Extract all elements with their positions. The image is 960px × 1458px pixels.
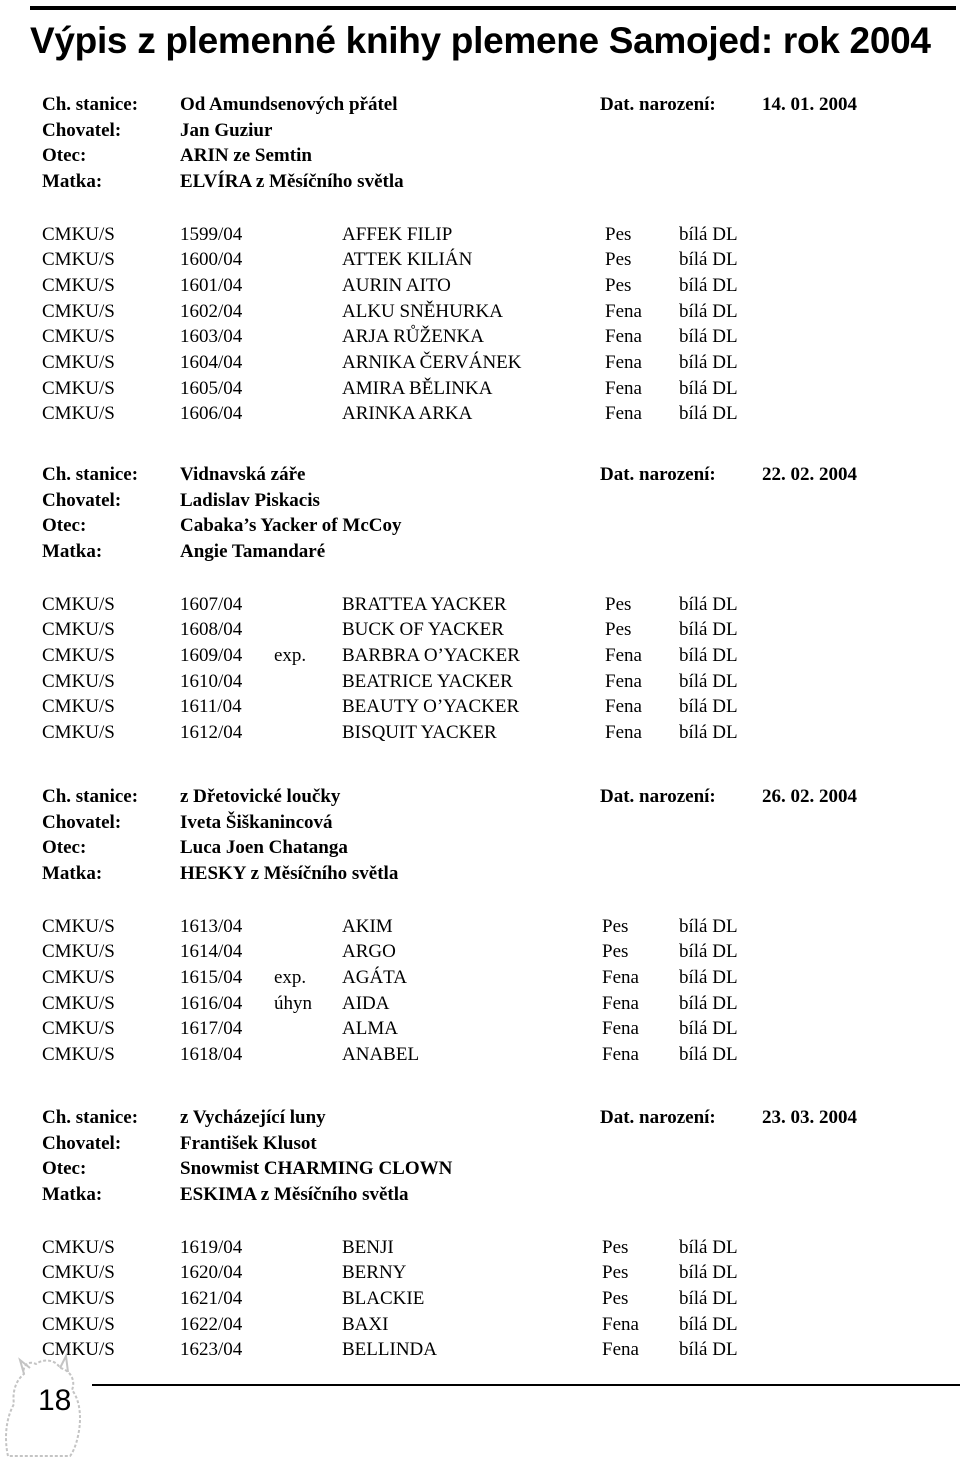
dam-label: Matka: <box>42 1184 103 1206</box>
puppy-note: exp. <box>274 644 307 666</box>
puppy-sex: Fena <box>605 352 642 373</box>
puppy-color: bílá DL <box>679 352 738 373</box>
puppy-name: BEAUTY O’YACKER <box>342 696 520 718</box>
puppy-number: 1611/04 <box>180 696 242 718</box>
puppy-registry: CMKU/S <box>42 1262 115 1284</box>
station-label: Ch. stanice: <box>42 1107 139 1128</box>
dob-value: 23. 03. 2004 <box>762 1107 857 1128</box>
dam-label: Matka: <box>42 541 103 563</box>
page-title: Výpis z plemenné knihy plemene Samojed: rok 2004 <box>30 20 931 61</box>
puppy-registry: CMKU/S <box>42 670 115 692</box>
puppy-number: 1605/04 <box>180 377 243 399</box>
puppy-color: bílá DL <box>679 249 738 271</box>
puppy-color: bílá DL <box>679 1236 738 1258</box>
puppy-registry: CMKU/S <box>42 300 115 322</box>
puppy-registry: CMKU/S <box>42 1018 115 1040</box>
puppy-sex: Pes <box>602 915 629 937</box>
puppy-registry: CMKU/S <box>42 1287 115 1309</box>
puppy-sex: Fena <box>605 644 642 666</box>
puppy-number: 1608/04 <box>180 619 243 641</box>
puppy-sex: Pes <box>602 1236 629 1258</box>
puppy-number: 1613/04 <box>180 915 243 937</box>
puppy-registry: CMKU/S <box>42 992 115 1014</box>
puppy-name: AGÁTA <box>342 966 407 988</box>
puppy-name: BARBRA O’YACKER <box>342 644 520 666</box>
puppy-registry: CMKU/S <box>42 326 115 348</box>
puppy-number: 1607/04 <box>180 593 243 615</box>
puppy-color: bílá DL <box>679 274 738 296</box>
station-label: Ch. stanice: <box>42 786 139 807</box>
puppy-name: AMIRA BĚLINKA <box>342 377 493 399</box>
puppy-sex: Fena <box>605 300 642 322</box>
puppy-name: ARNIKA ČERVÁNEK <box>342 352 522 373</box>
breeder-label: Chovatel: <box>42 811 122 833</box>
puppy-registry: CMKU/S <box>42 249 115 271</box>
puppy-registry: CMKU/S <box>42 223 115 245</box>
puppy-name: BRATTEA YACKER <box>342 593 507 615</box>
puppy-number: 1619/04 <box>180 1236 243 1258</box>
puppy-sex: Pes <box>605 619 632 641</box>
dam-label: Matka: <box>42 863 103 885</box>
puppy-registry: CMKU/S <box>42 1313 115 1335</box>
breeder-name: František Klusot <box>180 1132 317 1154</box>
dob-value: 14. 01. 2004 <box>762 94 857 115</box>
puppy-name: AKIM <box>342 915 393 937</box>
puppy-sex: Fena <box>602 1044 639 1065</box>
puppy-number: 1601/04 <box>180 274 243 296</box>
puppy-color: bílá DL <box>679 696 738 718</box>
puppy-name: ARJA RŮŽENKA <box>342 326 484 348</box>
puppy-color: bílá DL <box>679 722 738 743</box>
page-number: 18 <box>38 1384 72 1417</box>
puppy-registry: CMKU/S <box>42 1044 115 1065</box>
puppy-name: AURIN AITO <box>342 274 451 296</box>
puppy-sex: Fena <box>602 1313 639 1335</box>
puppy-name: ARGO <box>342 941 396 963</box>
dob-label: Dat. narození: <box>600 94 716 115</box>
station-label: Ch. stanice: <box>42 464 139 485</box>
puppy-note: exp. <box>274 966 307 988</box>
puppy-color: bílá DL <box>679 941 738 963</box>
sire-name: ARIN ze Semtin <box>180 145 312 167</box>
puppy-color: bílá DL <box>679 326 738 348</box>
station-name: z Vycházející luny <box>180 1107 326 1128</box>
puppy-number: 1620/04 <box>180 1262 243 1284</box>
puppy-sex: Pes <box>602 1262 629 1284</box>
puppy-sex: Fena <box>605 722 642 743</box>
breeder-label: Chovatel: <box>42 119 122 141</box>
puppy-color: bílá DL <box>679 992 738 1014</box>
puppy-name: BAXI <box>342 1313 389 1335</box>
puppy-number: 1615/04 <box>180 966 243 988</box>
puppy-name: BELLINDA <box>342 1339 437 1361</box>
puppy-registry: CMKU/S <box>42 722 115 743</box>
puppy-color: bílá DL <box>679 1262 738 1284</box>
dam-label: Matka: <box>42 171 103 193</box>
puppy-number: 1621/04 <box>180 1287 243 1309</box>
sire-name: Snowmist CHARMING CLOWN <box>180 1158 453 1180</box>
puppy-name: BLACKIE <box>342 1287 425 1309</box>
puppy-number: 1622/04 <box>180 1313 243 1335</box>
top-rule <box>30 6 956 10</box>
puppy-registry: CMKU/S <box>42 1236 115 1258</box>
puppy-sex: Fena <box>605 696 642 718</box>
dam-name: ESKIMA z Měsíčního světla <box>180 1184 409 1206</box>
puppy-color: bílá DL <box>679 1044 738 1065</box>
puppy-number: 1610/04 <box>180 670 243 692</box>
puppy-sex: Pes <box>602 1287 629 1309</box>
puppy-name: ALKU SNĚHURKA <box>342 300 503 322</box>
puppy-name: AFFEK FILIP <box>342 223 453 245</box>
puppy-sex: Fena <box>602 992 639 1014</box>
breeder-name: Iveta Šiškanincová <box>180 811 333 833</box>
puppy-number: 1599/04 <box>180 223 243 245</box>
puppy-registry: CMKU/S <box>42 644 115 666</box>
breeder-name: Ladislav Piskacis <box>180 489 320 511</box>
puppy-color: bílá DL <box>679 644 738 666</box>
breeder-label: Chovatel: <box>42 1132 122 1154</box>
dob-label: Dat. narození: <box>600 464 716 485</box>
dob-value: 22. 02. 2004 <box>762 464 857 485</box>
puppy-registry: CMKU/S <box>42 941 115 963</box>
puppy-registry: CMKU/S <box>42 403 115 425</box>
puppy-color: bílá DL <box>679 915 738 937</box>
puppy-color: bílá DL <box>679 593 738 615</box>
puppy-name: BEATRICE YACKER <box>342 670 513 692</box>
puppy-name: BUCK OF YACKER <box>342 619 504 641</box>
puppy-sex: Pes <box>605 274 632 296</box>
puppy-color: bílá DL <box>679 223 738 245</box>
dob-value: 26. 02. 2004 <box>762 786 857 807</box>
puppy-registry: CMKU/S <box>42 274 115 296</box>
sire-label: Otec: <box>42 1158 87 1180</box>
puppy-number: 1602/04 <box>180 300 243 322</box>
puppy-number: 1604/04 <box>180 352 243 373</box>
puppy-sex: Fena <box>605 377 642 399</box>
puppy-registry: CMKU/S <box>42 619 115 641</box>
dob-label: Dat. narození: <box>600 786 716 807</box>
station-name: Od Amundsenových přátel <box>180 94 398 115</box>
breeder-label: Chovatel: <box>42 489 122 511</box>
sire-name: Luca Joen Chatanga <box>180 837 348 859</box>
puppy-sex: Pes <box>602 941 629 963</box>
puppy-name: ALMA <box>342 1018 398 1040</box>
puppy-color: bílá DL <box>679 966 738 988</box>
puppy-number: 1614/04 <box>180 941 243 963</box>
puppy-sex: Pes <box>605 223 632 245</box>
puppy-sex: Fena <box>602 1018 639 1040</box>
puppy-sex: Fena <box>605 403 642 425</box>
puppy-sex: Pes <box>605 249 632 271</box>
puppy-name: ANABEL <box>342 1044 420 1065</box>
station-name: z Dřetovické loučky <box>180 786 341 807</box>
puppy-color: bílá DL <box>679 670 738 692</box>
station-name: Vidnavská záře <box>180 464 306 485</box>
dam-name: ELVÍRA z Měsíčního světla <box>180 171 404 193</box>
sire-label: Otec: <box>42 837 87 859</box>
puppy-name: BERNY <box>342 1262 407 1284</box>
puppy-name: BISQUIT YACKER <box>342 722 497 743</box>
puppy-name: ARINKA ARKA <box>342 403 473 425</box>
puppy-number: 1623/04 <box>180 1339 243 1361</box>
puppy-number: 1616/04 <box>180 992 243 1014</box>
puppy-registry: CMKU/S <box>42 966 115 988</box>
puppy-number: 1609/04 <box>180 644 243 666</box>
puppy-number: 1603/04 <box>180 326 243 348</box>
puppy-number: 1606/04 <box>180 403 243 425</box>
puppy-number: 1600/04 <box>180 249 243 271</box>
puppy-number: 1612/04 <box>180 722 243 743</box>
sire-name: Cabaka’s Yacker of McCoy <box>180 515 402 537</box>
puppy-note: úhyn <box>274 992 312 1014</box>
puppy-sex: Fena <box>602 966 639 988</box>
dam-name: HESKY z Měsíčního světla <box>180 863 399 885</box>
puppy-color: bílá DL <box>679 1339 738 1361</box>
puppy-registry: CMKU/S <box>42 1339 115 1361</box>
puppy-registry: CMKU/S <box>42 352 115 373</box>
puppy-name: AIDA <box>342 992 390 1014</box>
puppy-color: bílá DL <box>679 619 738 641</box>
puppy-sex: Pes <box>605 593 632 615</box>
puppy-color: bílá DL <box>679 1287 738 1309</box>
bottom-rule <box>92 1384 960 1386</box>
puppy-sex: Fena <box>602 1339 639 1361</box>
breeder-name: Jan Guziur <box>180 119 273 141</box>
sire-label: Otec: <box>42 145 87 167</box>
puppy-registry: CMKU/S <box>42 915 115 937</box>
puppy-color: bílá DL <box>679 1313 738 1335</box>
puppy-registry: CMKU/S <box>42 377 115 399</box>
puppy-registry: CMKU/S <box>42 696 115 718</box>
puppy-number: 1618/04 <box>180 1044 243 1065</box>
puppy-number: 1617/04 <box>180 1018 243 1040</box>
station-label: Ch. stanice: <box>42 94 139 115</box>
sire-label: Otec: <box>42 515 87 537</box>
puppy-registry: CMKU/S <box>42 593 115 615</box>
puppy-sex: Fena <box>605 326 642 348</box>
dob-label: Dat. narození: <box>600 1107 716 1128</box>
puppy-color: bílá DL <box>679 377 738 399</box>
puppy-color: bílá DL <box>679 300 738 322</box>
puppy-color: bílá DL <box>679 1018 738 1040</box>
dam-name: Angie Tamandaré <box>180 541 326 563</box>
puppy-name: ATTEK KILIÁN <box>342 249 473 271</box>
puppy-sex: Fena <box>605 670 642 692</box>
puppy-color: bílá DL <box>679 403 738 425</box>
puppy-name: BENJI <box>342 1236 394 1258</box>
